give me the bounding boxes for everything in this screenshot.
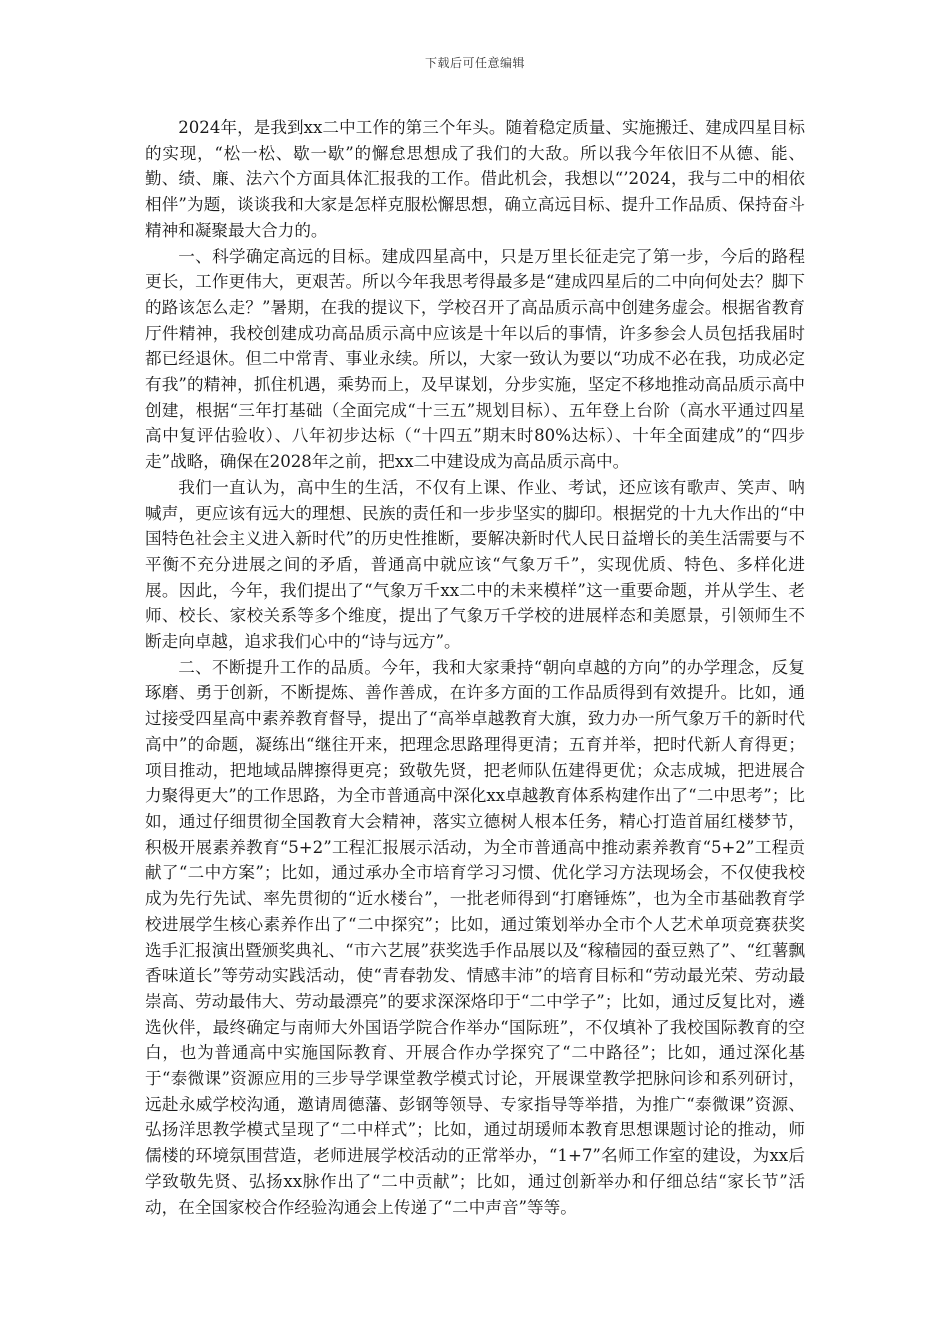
paragraph-section-two: 二、不断提升工作的品质。今年，我和大家秉持“朝向卓越的方向”的办学理念，反复琢磨、勇于创新，不断提炼、善作善成，在许多方面的工作品质得到有效提升。比如，通过接受四星高中素养教育督导，提出了“高举卓越教育大旗，致力办一所气象万千的新时代高中”的命题，凝练出“继往开来，把理念思路理得更清；五育并举，把时代新人育得更；项目推动，把地域品牌擦得更亮；致敬先贤，把老师队伍建得更优；众志成城，把进展合力聚得更大”的工作思路，为全市普通高中深化xx卓越教育体系构建作出了“二中思考”；比如，通过仔细贯彻全国教育大会精神，落实立德树人根本任务，精心打造首届红楼梦节，积极开展素养教育“5+2”工程汇报展示活动，为全市普通高中推动素养教育“5+2”工程贡献了“二中方案”；比如，通过承办全市培育学习习惯、优化学习方法现场会，不仅使我校成为先行先试、率先贯彻的“近水楼台”，一批老师得到“打磨锤炼”，也为全市基础教育学校进展学生核心素养作出了“二中探究”；比如，通过策划举办全市个人艺术单项竞赛获奖选手汇报演出暨颁奖典礼、“市六艺展”获奖选手作品展以及“稼穑园的蚕豆熟了”、“红薯飘香味道长”等劳动实践活动，使“青春勃发、情感丰沛”的培育目标和“劳动最光荣、劳动最崇高、劳动最伟大、劳动最漂亮”的要求深深烙印于“二中学子”；比如，通过反复比对，遴选伙伴，最终确定与南师大外国语学院合作举办“国际班”，不仅填补了我校国际教育的空白，也为普通高中实施国际教育、开展合作办学探究了“二中路径”；比如，通过深化基于“泰微课”资源应用的三步导学课堂教学模式讨论，开展课堂教学把脉问诊和系列研讨，远赴永威学校沟通，邀请周德藩、彭钢等领导、专家指导等举措，为推广“泰微课”资源、弘扬洋思教学模式呈现了“二中样式”；比如，通过胡瑗师本教育思想课题讨论的推动，师儒楼的环境氛围营造，老师进展学校活动的正常举办，“1+7”名师工作室的建设，为xx后学致敬先贤、弘扬xx脉作出了“二中贡献”；比如，通过创新举办和仔细总结“家长节”活动，在全国家校合作经验沟通会上传递了“二中声音”等等。 (145, 657, 805, 1217)
page-header-note: 下载后可任意编辑 (424, 56, 525, 70)
paragraph-section-one: 一、科学确定高远的目标。建成四星高中，只是万里长征走完了第一步，今后的路程更长，工作更伟大，更艰苦。所以今年我思考得最多是“建成四星后的二中向何处去？脚下的路该怎么走？”暑期，在我的提议下，学校召开了高品质示高中创建务虚会。根据省教育厅件精神，我校创建成功高品质示高中应该是十年以后的事情，许多参会人员包括我届时都已经退休。但二中常青、事业永续。所以，大家一致认为要以“功成不必在我，功成必定有我”的精神，抓住机遇，乘势而上，及早谋划，分步实施，坚定不移地推动高品质示高中创建，根据“三年打基础（全面完成“十三五”规划目标）、五年登上台阶（高水平通过四星高中复评估验收）、八年初步达标（“十四五”期末时80%达标）、十年全面建成”的“四步走”战略，确保在2028年之前，把xx二中建设成为高品质示高中。 (145, 246, 805, 472)
paragraph-high-school-life: 我们一直认为，高中生的生活，不仅有上课、作业、考试，还应该有歌声、笑声、呐喊声，更应该有远大的理想、民族的责任和一步步坚实的脚印。根据党的十九大作出的“中国特色社会主义进入新时代”的历史性推断，要解决新时代人民日益增长的美生活需要与不平衡不充分进展之间的矛盾，普通高中就应该“气象万千”，实现优质、特色、多样化进展。因此，今年，我们提出了“气象万千xx二中的未来模样”这一重要命题，并从学生、老师、校长、家校关系等多个维度，提出了气象万千学校的进展样态和美愿景，引领师生不断走向卓越，追求我们心中的“诗与远方”。 (145, 477, 805, 652)
paragraph-intro: 2024年，是我到xx二中工作的第三个年头。随着稳定质量、实施搬迁、建成四星目标的实现，“松一松、歇一歇”的懈怠思想成了我们的大敌。所以我今年依旧不从德、能、勤、绩、廉、法六个方面具体汇报我的工作。借此机会，我想以“’2024，我与二中的相依相伴”为题，谈谈我和大家是怎样克服松懈思想，确立高远目标、提升工作品质、保持奋斗精神和凝聚最大合力的。 (145, 118, 805, 240)
document-body (145, 115, 805, 1220)
